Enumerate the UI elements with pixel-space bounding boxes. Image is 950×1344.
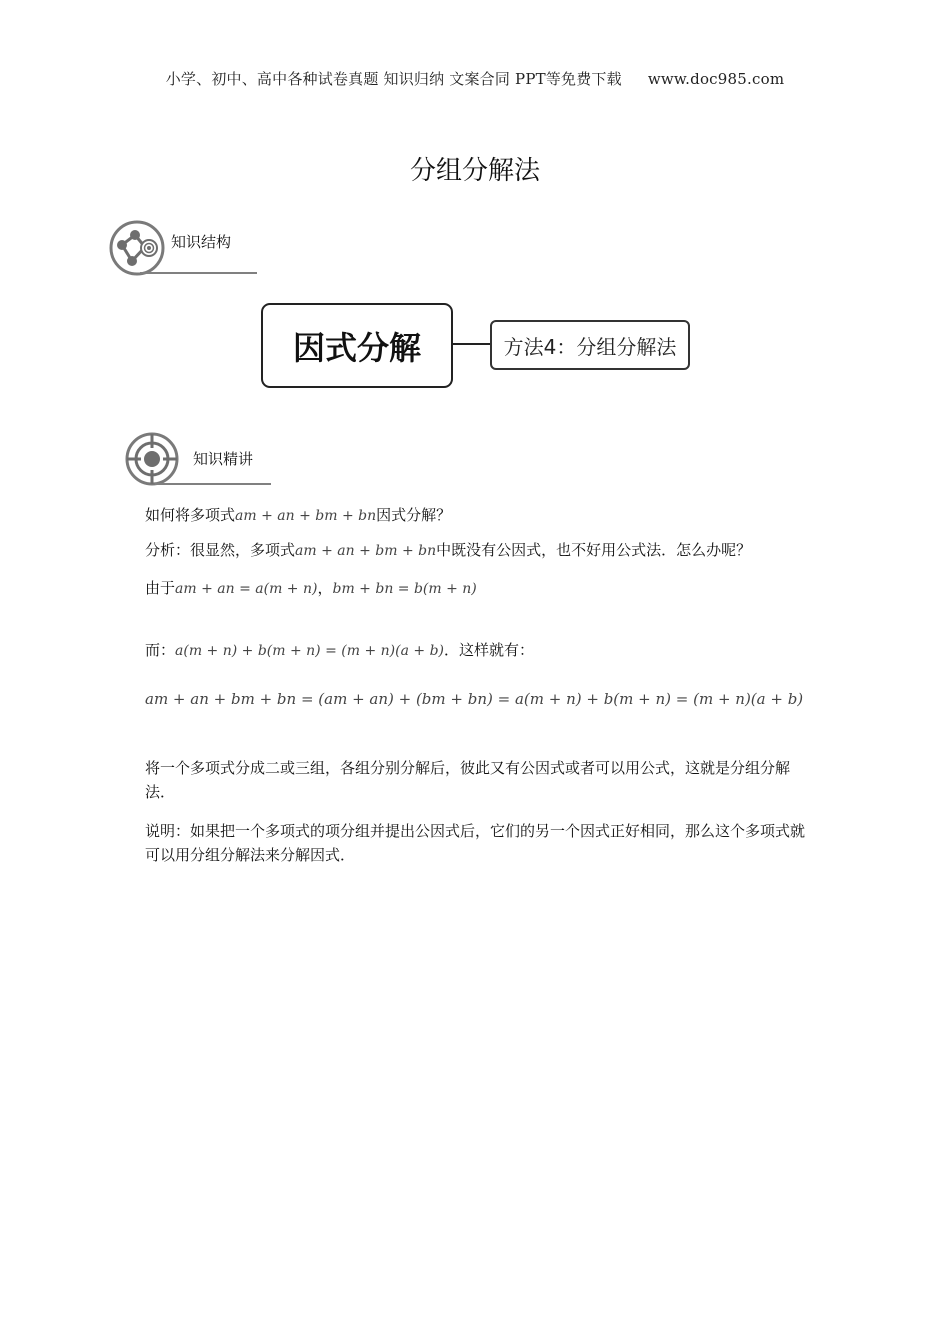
section-label-structure: 知识结构 — [171, 233, 232, 251]
full-derivation: am + an + bm + bn = (am + an) + (bm + bn) = a(m + n) + b(m + n) = (m + n)(a + b) — [145, 690, 804, 708]
section-rule — [140, 272, 257, 274]
section-rule — [155, 483, 271, 485]
definition-paragraph: 将一个多项式分成二或三组，各组分别分解后，彼此又有公因式或者可以用公式，这就是分组分解法． — [145, 759, 791, 801]
math-expr: am + an + bm + bn — [235, 508, 377, 524]
question-line: 如何将多项式am + an + bm + bn因式分解？ — [145, 506, 452, 524]
section-label-explain: 知识精讲 — [193, 450, 254, 468]
network-icon — [108, 219, 166, 277]
mindmap-connector — [451, 343, 490, 345]
math-expr: bm + bn = b(m + n) — [332, 581, 477, 597]
header-site: www.doc985.com — [647, 70, 785, 88]
math-expr: am + an + bm + bn — [295, 543, 437, 559]
math-expr: am + an = a(m + n) — [175, 581, 318, 597]
header-text: 小学、初中、高中各种试卷真题 知识归纳 文案合同 PPT等免费下载 — [165, 70, 622, 88]
page-title: 分组分解法 — [409, 156, 540, 186]
target-icon — [124, 431, 180, 487]
and-line: 而：a(m + n) + b(m + n) = (m + n)(a + b)．这样就有： — [145, 641, 535, 659]
mindmap-root-node: 因式分解 — [261, 303, 453, 388]
page-header — [0, 68, 950, 89]
since-line: 由于am + an = a(m + n)，bm + bn = b(m + n) — [145, 579, 477, 597]
note-paragraph: 说明：如果把一个多项式的项分组并提出公因式后，它们的另一个因式正好相同，那么这个多项式就可以用分组分解法来分解因式． — [145, 822, 806, 864]
analysis-line: 分析：很显然，多项式am + an + bm + bn中既没有公因式，也不好用公式法．怎么办呢？ — [145, 541, 752, 559]
mindmap-branch-node: 方法4：分组分解法 — [490, 320, 690, 370]
math-expr: a(m + n) + b(m + n) = (m + n)(a + b) — [175, 643, 444, 659]
